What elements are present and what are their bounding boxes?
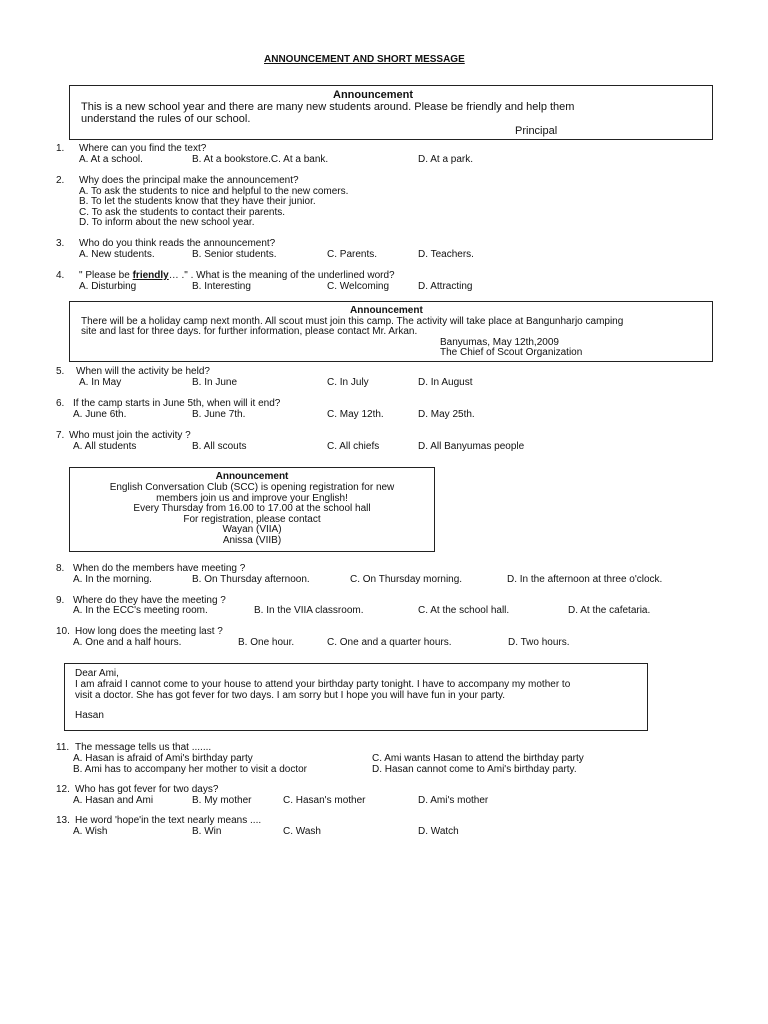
option: B. Win <box>192 826 222 837</box>
option: B. In the VIIA classroom. <box>254 605 364 616</box>
message-greeting: Dear Ami, <box>75 668 119 679</box>
box-text-line: understand the rules of our school. <box>81 113 251 125</box>
option: D. In August <box>418 377 473 388</box>
question-number: 13. <box>56 815 70 826</box>
option: C. All chiefs <box>327 441 380 452</box>
option: B. On Thursday afternoon. <box>192 574 310 585</box>
box-heading: Announcement <box>350 305 423 316</box>
option: C. Ami wants Hasan to attend the birthday party <box>372 753 584 764</box>
option: A. To ask the students to nice and helpful to the new comers. <box>79 186 349 197</box>
box-text-line: Wayan (VIIA) <box>222 524 282 535</box>
message-line: visit a doctor. She has got fever for two days. I am sorry but I hope you will have fun in your party. <box>75 690 506 701</box>
option: B. In June <box>192 377 238 388</box>
question-text: If the camp starts in June 5th, when will it end? <box>73 398 281 409</box>
option: D. All Banyumas people <box>418 441 525 452</box>
page-title: ANNOUNCEMENT AND SHORT MESSAGE <box>264 54 465 65</box>
option: D. Two hours. <box>508 637 570 648</box>
message-signature: Hasan <box>75 710 104 721</box>
option: B. Ami has to accompany her mother to visit a doctor <box>73 764 307 775</box>
question-text: Where do they have the meeting ? <box>73 595 226 606</box>
option: D. Attracting <box>418 281 473 292</box>
option: A. In the morning. <box>73 574 152 585</box>
question-number: 4. <box>56 270 65 281</box>
box-text-line: For registration, please contact <box>183 514 321 525</box>
option: D. Ami's mother <box>418 795 489 806</box>
question-number: 3. <box>56 238 65 249</box>
question-text: How long does the meeting last ? <box>75 626 223 637</box>
option: A. New students. <box>79 249 155 260</box>
underlined-word: friendly <box>132 270 169 281</box>
question-text: Where can you find the text? <box>79 143 207 154</box>
announcement-box-club <box>69 467 435 552</box>
option: C. To ask the students to contact their parents. <box>79 207 286 218</box>
option: C. Parents. <box>327 249 378 260</box>
option: C. At the school hall. <box>418 605 510 616</box>
option: D. At a park. <box>418 154 474 165</box>
option: B. My mother <box>192 795 252 806</box>
question-number: 7. <box>56 430 65 441</box>
box-heading: Announcement <box>333 89 414 101</box>
question-text: When will the activity be held? <box>76 366 210 377</box>
option: B. June 7th. <box>192 409 246 420</box>
option: A. At a school. <box>79 154 143 165</box>
question-text-part: … ." . What is the meaning of the underlined word? <box>168 270 395 281</box>
question-text: The message tells us that ....... <box>75 742 212 753</box>
option: B. All scouts <box>192 441 247 452</box>
question-text: He word 'hope'in the text nearly means .... <box>75 815 262 826</box>
option: B. At a bookstore.C. At a bank. <box>192 154 329 165</box>
question-number: 8. <box>56 563 65 574</box>
question-text: Why does the principal make the announcement? <box>79 175 299 186</box>
option: C. In July <box>327 377 369 388</box>
option: A. In May <box>79 377 122 388</box>
option: D. Hasan cannot come to Ami's birthday party. <box>372 764 577 775</box>
option: A. All students <box>73 441 137 452</box>
option: C. Hasan's mother <box>283 795 366 806</box>
question-number: 11. <box>56 742 70 753</box>
question-text <box>79 270 395 281</box>
box-text-line: Anissa (VIIB) <box>222 535 282 546</box>
option: A. One and a half hours. <box>73 637 182 648</box>
option: C. One and a quarter hours. <box>327 637 452 648</box>
box-text-line: There will be a holiday camp next month. All scout must join this camp. The activity will take place at Bangunharjo camping <box>81 316 624 327</box>
option: C. On Thursday morning. <box>350 574 463 585</box>
box-text-line: English Conversation Club (SCC) is opening registration for new <box>109 482 395 493</box>
question-text: Who has got fever for two days? <box>75 784 219 795</box>
box-text-line: This is a new school year and there are many new students around. Please be friendly and help them <box>81 101 575 113</box>
option: A. Hasan and Ami <box>73 795 154 806</box>
option: A. Wish <box>73 826 108 837</box>
box-text-line: site and last for three days. for further information, please contact Mr. Arkan. <box>81 326 418 337</box>
question-text: Who do you think reads the announcement? <box>79 238 276 249</box>
question-number: 10. <box>56 626 70 637</box>
question-number: 1. <box>56 143 65 154</box>
option: A. Hasan is afraid of Ami's birthday party <box>73 753 253 764</box>
box-signer: The Chief of Scout Organization <box>440 347 583 358</box>
short-message-box <box>64 663 648 731</box>
question-text: Who must join the activity ? <box>69 430 191 441</box>
option: D. May 25th. <box>418 409 475 420</box>
option: D. To inform about the new school year. <box>79 217 255 228</box>
option: B. One hour. <box>238 637 295 648</box>
option: C. Welcoming <box>327 281 390 292</box>
option: A. In the ECC's meeting room. <box>73 605 208 616</box>
announcement-box-scout <box>69 301 713 362</box>
message-line: I am afraid I cannot come to your house to attend your birthday party tonight. I have to accompany my mother to <box>75 679 571 690</box>
option: B. Interesting <box>192 281 251 292</box>
question-number: 6. <box>56 398 65 409</box>
question-text: When do the members have meeting ? <box>73 563 246 574</box>
option: D. At the cafetaria. <box>568 605 651 616</box>
question-number: 9. <box>56 595 65 606</box>
box-text-line: Every Thursday from 16.00 to 17.00 at the school hall <box>133 503 371 514</box>
option: B. Senior students. <box>192 249 277 260</box>
option: C. May 12th. <box>327 409 384 420</box>
box-heading: Announcement <box>215 471 289 482</box>
option: D. In the afternoon at three o'clock. <box>507 574 663 585</box>
question-number: 2. <box>56 175 65 186</box>
option: A. June 6th. <box>73 409 127 420</box>
option: A. Disturbing <box>79 281 137 292</box>
box-text-line: members join us and improve your English! <box>156 493 348 504</box>
question-number: 12. <box>56 784 70 795</box>
option: D. Teachers. <box>418 249 474 260</box>
box-signature: Principal <box>515 125 558 137</box>
question-number: 5. <box>56 366 65 377</box>
box-place-date: Banyumas, May 12th,2009 <box>440 337 559 348</box>
question-text-part: " Please be <box>79 270 133 281</box>
option: D. Watch <box>418 826 459 837</box>
option: C. Wash <box>283 826 321 837</box>
announcement-box-principal <box>69 85 713 140</box>
option: B. To let the students know that they have their junior. <box>79 196 316 207</box>
